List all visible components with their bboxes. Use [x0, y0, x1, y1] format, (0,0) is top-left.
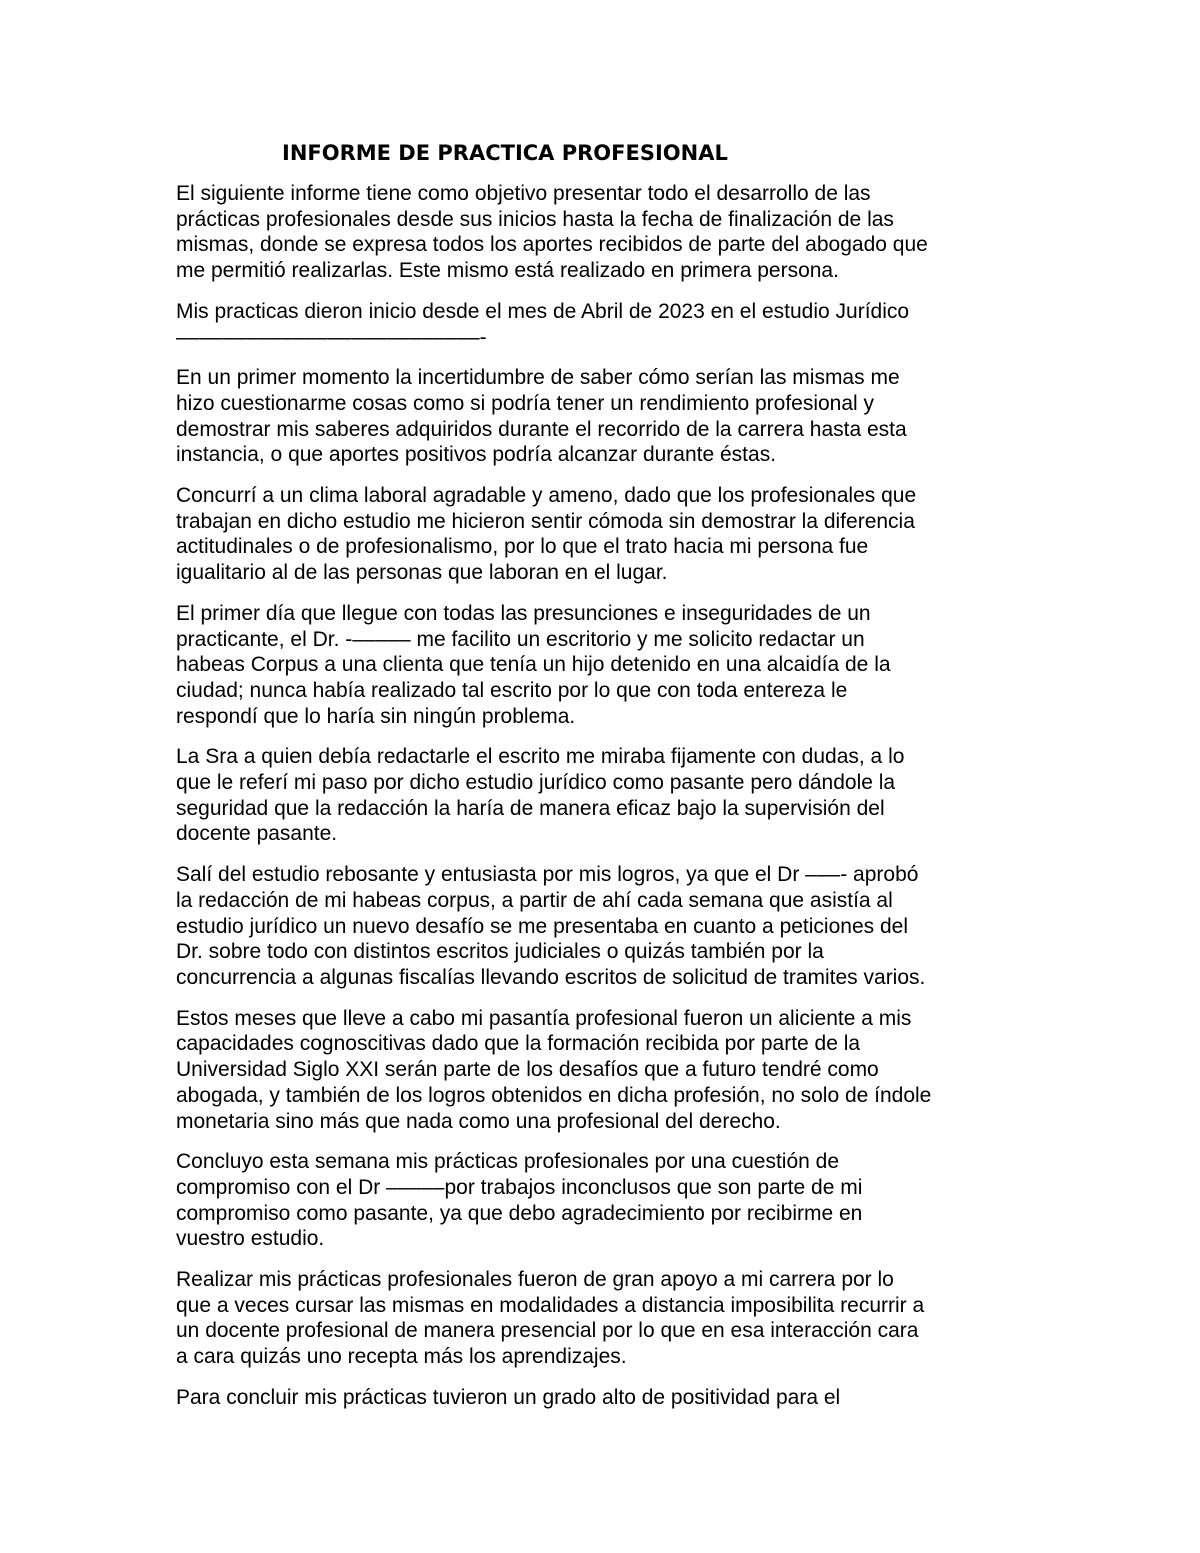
text-line: un docente profesional de manera presencial por lo que en esa interacción cara: [176, 1319, 919, 1343]
text-line: El primer día que llegue con todas las presunciones e inseguridades de un: [176, 601, 871, 625]
text-line: trabajan en dicho estudio me hicieron sentir cómoda sin demostrar la diferencia: [176, 509, 915, 533]
text-line: Para concluir mis prácticas tuvieron un grado alto de positividad para el: [176, 1385, 841, 1409]
text-line: capacidades cognoscitivas dado que la formación recibida por parte de la: [176, 1032, 861, 1056]
text-line: Realizar mis prácticas profesionales fueron de gran apoyo a mi carrera por lo: [176, 1268, 894, 1292]
text-line: seguridad que la redacción la haría de manera eficaz bajo la supervisión del: [176, 796, 885, 820]
text-line: monetaria sino más que nada como una profesional del derecho.: [176, 1109, 781, 1133]
paragraph-8: [176, 1006, 1036, 1135]
document-title: INFORME DE PRACTICA PROFESIONAL: [282, 141, 728, 165]
text-line: respondí que lo haría sin ningún problema.: [176, 704, 576, 728]
text-line: ciudad; nunca había realizado tal escrito por lo que con toda entereza le: [176, 678, 848, 702]
text-line: ––––––––––––––––––––––––––-: [176, 325, 487, 349]
text-line: docente pasante.: [176, 822, 338, 846]
text-line: abogada, y también de los logros obtenidos en dicha profesión, no solo de índole: [176, 1083, 932, 1107]
paragraph-10: [176, 1267, 1036, 1370]
text-line: habeas Corpus a una clienta que tenía un hijo detenido en una alcaidía de la: [176, 653, 891, 677]
text-line: me permitió realizarlas. Este mismo está realizado en primera persona.: [176, 259, 839, 283]
text-line: concurrencia a algunas fiscalías llevando escritos de solicitud de tramites varios.: [176, 965, 926, 989]
paragraph-5: [176, 601, 1036, 730]
text-line: demostrar mis saberes adquiridos durante el recorrido de la carrera hasta esta: [176, 417, 907, 441]
document-body: [176, 181, 1036, 1426]
paragraph-6: [176, 744, 1036, 847]
paragraph-9: [176, 1149, 1036, 1252]
text-line: Universidad Siglo XXI serán parte de los desafíos que a futuro tendré como: [176, 1058, 879, 1082]
paragraph-4: [176, 483, 1036, 586]
text-line: que a veces cursar las mismas en modalidades a distancia imposibilita recurrir a: [176, 1293, 925, 1317]
text-line: vuestro estudio.: [176, 1227, 325, 1251]
text-line: Salí del estudio rebosante y entusiasta por mis logros, ya que el Dr –––- aprobó: [176, 863, 919, 887]
paragraph-1: [176, 181, 1036, 284]
text-line: Dr. sobre todo con distintos escritos judiciales o quizás también por la: [176, 940, 824, 964]
text-line: que le referí mi paso por dicho estudio jurídico como pasante pero dándole la: [176, 771, 896, 795]
text-line: la redacción de mi habeas corpus, a partir de ahí cada semana que asistía al: [176, 888, 893, 912]
paragraph-3: [176, 365, 1036, 468]
text-line: Mis practicas dieron inicio desde el mes de Abril de 2023 en el estudio Jurídico: [176, 299, 910, 323]
text-line: La Sra a quien debía redactarle el escrito me miraba fijamente con dudas, a lo: [176, 745, 905, 769]
text-line: compromiso con el Dr –––––por trabajos inconclusos que son parte de mi: [176, 1175, 863, 1199]
text-line: actitudinales o de profesionalismo, por lo que el trato hacia mi persona fue: [176, 535, 869, 559]
text-line: prácticas profesionales desde sus inicios hasta la fecha de finalización de las: [176, 207, 894, 231]
text-line: En un primer momento la incertidumbre de saber cómo serían las mismas me: [176, 366, 900, 390]
text-line: El siguiente informe tiene como objetivo presentar todo el desarrollo de las: [176, 182, 871, 205]
text-line: hizo cuestionarme cosas como si podría tener un rendimiento profesional y: [176, 391, 875, 415]
paragraph-7: [176, 862, 1036, 991]
paragraph-11: [176, 1385, 1036, 1411]
paragraph-2: [176, 299, 1036, 350]
text-line: Estos meses que lleve a cabo mi pasantía profesional fueron un aliciente a mis: [176, 1006, 912, 1030]
text-line: estudio jurídico un nuevo desafío se me presentaba en cuanto a peticiones del: [176, 914, 908, 938]
text-line: Concluyo esta semana mis prácticas profesionales por una cuestión de: [176, 1150, 840, 1174]
text-line: mismas, donde se expresa todos los aportes recibidos de parte del abogado que: [176, 233, 928, 257]
text-line: compromiso como pasante, ya que debo agradecimiento por recibirme en: [176, 1201, 863, 1225]
text-line: Concurrí a un clima laboral agradable y ameno, dado que los profesionales que: [176, 484, 917, 508]
text-line: igualitario al de las personas que laboran en el lugar.: [176, 561, 668, 585]
text-line: a cara quizás uno recepta más los aprendizajes.: [176, 1345, 627, 1369]
text-line: instancia, o que aportes positivos podría alcanzar durante éstas.: [176, 443, 777, 467]
text-line: practicante, el Dr. -––––– me facilito un escritorio y me solicito redactar un: [176, 627, 865, 651]
